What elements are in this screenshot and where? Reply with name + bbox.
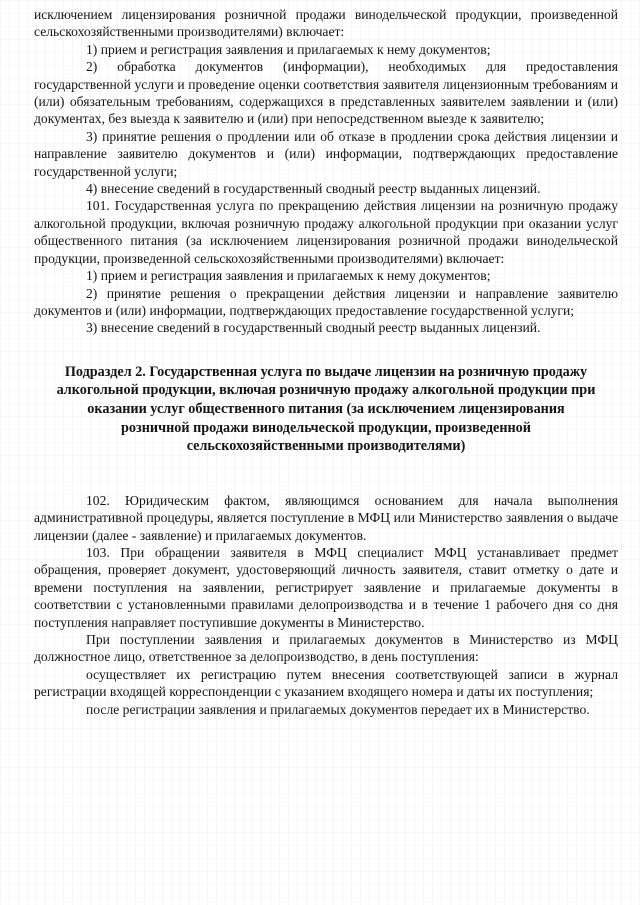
- paragraph: 3) внесение сведений в государственный сводный реестр выданных лицензий.: [86, 320, 541, 336]
- paragraph: после регистрации заявления и прилагаемых документов передает их в Министерство.: [86, 701, 590, 717]
- paragraph: 103. При обращении заявителя в МФЦ специалист МФЦ устанавливает предмет обращения, проверяет документ, удостоверяющий личность заявителя, ставит отметку о дате и времени поступления на заявлении, регистрирует заявление и прилагаемые документы в соответствии с установленными правилами делопроизводства и в течение 1 рабочего дня со дня поступления направляет поступившие документы в Министерство.: [34, 544, 618, 630]
- document-body-bottom: [34, 492, 618, 718]
- paragraph: 2) принятие решения о прекращении действия лицензии и направление заявителю документов и (или) информации, подтверждающих предоставление государственной услуги;: [34, 285, 618, 318]
- document-body-top: [34, 6, 618, 337]
- paragraph: исключением лицензирования розничной продажи винодельческой продукции, произведенной сельскохозяйственными производителями) включает:: [34, 7, 618, 40]
- section-title: Подраздел 2. Государственная услуга по выдаче лицензии на розничную продажу алкогольной продукции, включая розничную продажу алкогольной продукции при оказании услуг общественного питания (за исключением лицензирования розничной продажи винодельческой продукции, произведенной сельскохозяйственными производителями): [56, 363, 596, 455]
- paragraph: 2) обработка документов (информации), необходимых для предоставления государственной услуги и проведение оценки соответствия заявителя лицензионным требованиям и (или) обязательным требованиям, содержащихся в представленных заявителем заявлении и (или) документах, без выезда к заявителю и (или) при непосредственном выезде к заявителю;: [34, 59, 618, 127]
- paragraph: 1) прием и регистрация заявления и прилагаемых к нему документов;: [86, 268, 491, 284]
- paragraph: При поступлении заявления и прилагаемых документов в Министерство из МФЦ должностное лицо, ответственное за делопроизводство, в день поступления:: [34, 631, 618, 665]
- paragraph: 4) внесение сведений в государственный сводный реестр выданных лицензий.: [86, 181, 541, 197]
- paragraph: 102. Юридическим фактом, являющимся основанием для начала выполнения административной процедуры, является поступление в МФЦ или Министерство заявления о выдаче лицензии (далее - заявление) и прилагаемых документов.: [34, 492, 618, 543]
- paragraph: 1) прием и регистрация заявления и прилагаемых к нему документов;: [86, 41, 491, 57]
- paragraph: осуществляет их регистрацию путем внесения соответствующей записи в журнал регистрации входящей корреспонденции с указанием входящего номера и даты их поступления;: [34, 666, 618, 700]
- paragraph: 101. Государственная услуга по прекращению действия лицензии на розничную продажу алкогольной продукции, включая розничную продажу алкогольной продукции при оказании услуг общественного питания (за исключением лицензирования розничной продажи винодельческой продукции, произведенной сельскохозяйственными производителями) включает:: [34, 198, 618, 266]
- paragraph: 3) принятие решения о продлении или об отказе в продлении срока действия лицензии и направление заявителю документов и (или) информации, подтверждающих предоставление государственной услуги;: [34, 128, 618, 179]
